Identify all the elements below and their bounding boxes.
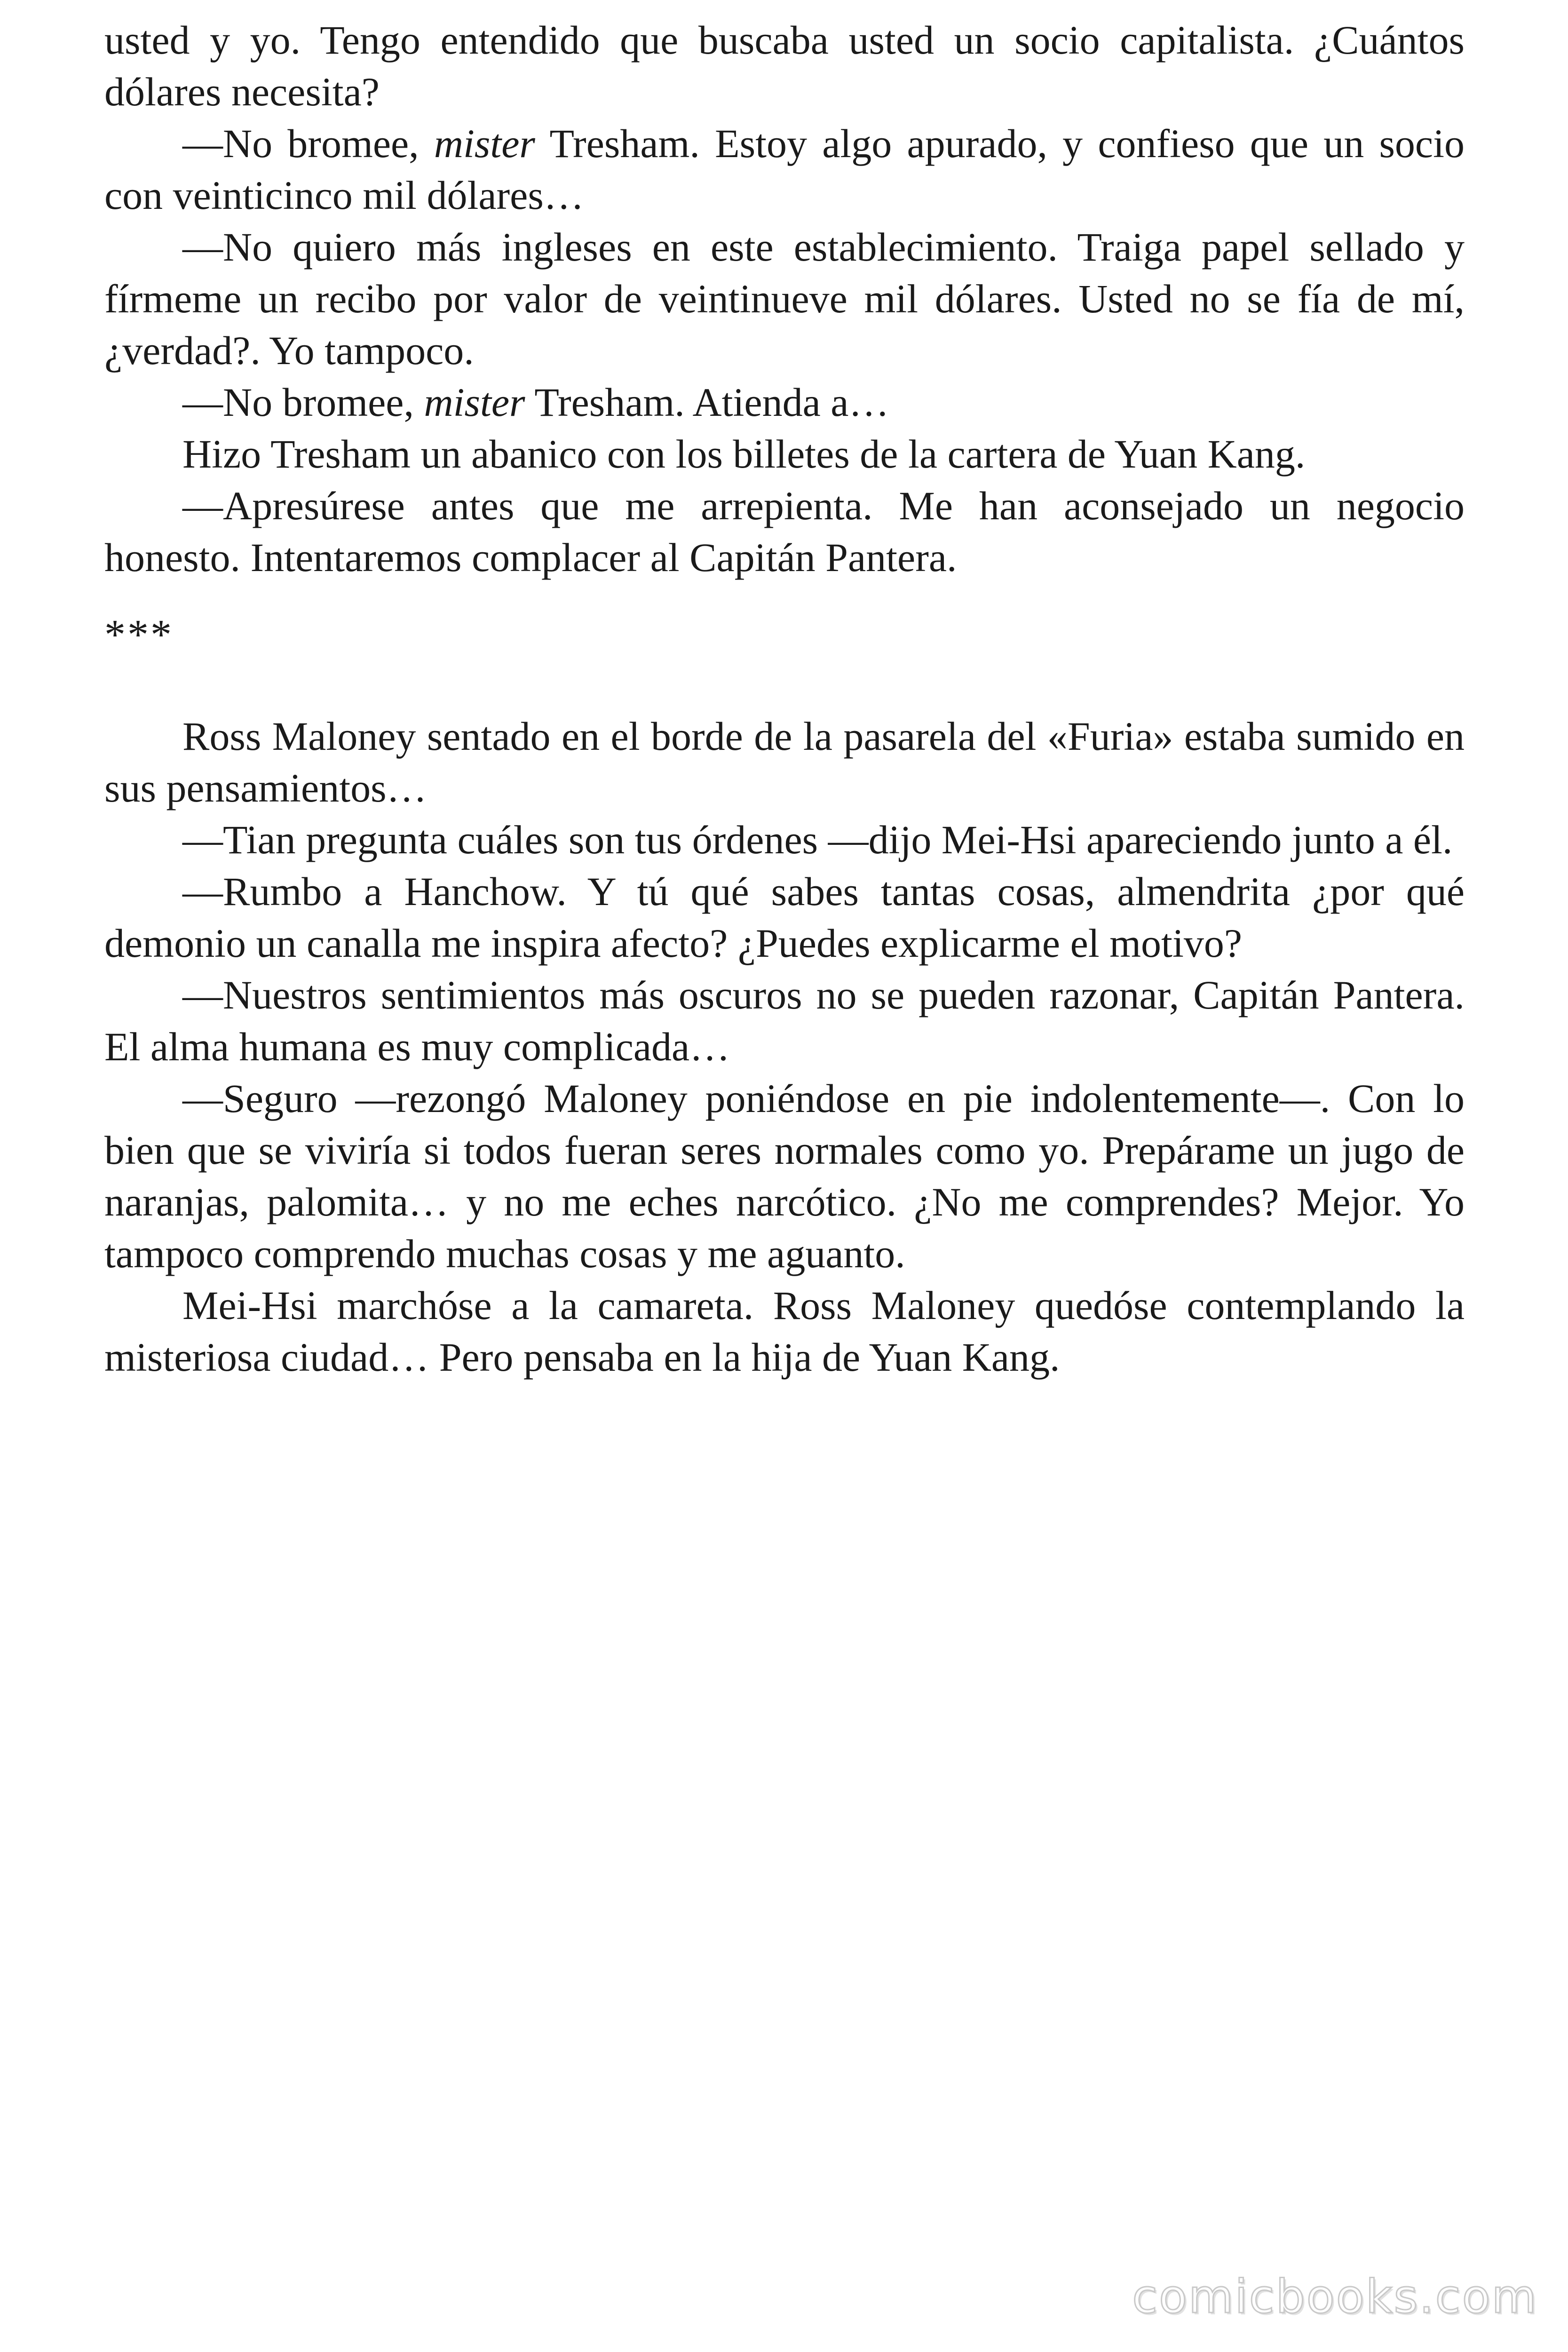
paragraph-continuation: usted y yo. Tengo entendido que buscaba usted un socio capitalista. ¿Cuántos dólares necesita? [104,17,1465,114]
paragraph-dialogue: —Tian pregunta cuáles son tus órdenes —dijo Mei-Hsi apareciendo junto a él. [182,817,1453,862]
paragraph-dialogue: —No quiero más ingleses en este establecimiento. Traiga papel sellado y fírmeme un recibo por valor de veintinueve mil dólares. Usted no se fía de mí, ¿verdad?. Yo tampoco. [104,224,1465,373]
section-separator: *** [104,612,174,658]
paragraph-dialogue: —Nuestros sentimientos más oscuros no se pueden razonar, Capitán Pantera. El alma humana es muy complicada… [104,972,1465,1069]
dialogue-text: —No bromee, [182,121,434,166]
italic-word: mister [424,380,525,425]
paragraph-narration: Mei-Hsi marchóse a la camareta. Ross Maloney quedóse contemplando la misteriosa ciudad… Pero pensaba en la hija de Yuan Kang. [104,1283,1465,1380]
watermark-logo: comicbooks.com [1132,2270,1538,2324]
paragraph-dialogue: —Apresúrese antes que me arrepienta. Me han aconsejado un negocio honesto. Intentaremos complacer al Capitán Pantera. [104,483,1465,580]
paragraph-narration: Ross Maloney sentado en el borde de la pasarela del «Furia» estaba sumido en sus pensamientos… [104,714,1465,810]
paragraph-dialogue [104,118,1465,221]
paragraph-narration: Hizo Tresham un abanico con los billetes de la cartera de Yuan Kang. [182,431,1306,477]
italic-word: mister [434,121,535,166]
paragraph-dialogue [104,376,1465,428]
paragraph-dialogue: —Rumbo a Hanchow. Y tú qué sabes tantas cosas, almendrita ¿por qué demonio un canalla me inspira afecto? ¿Puedes explicarme el motivo? [104,869,1465,966]
paragraph-dialogue: —Seguro —rezongó Maloney poniéndose en pie indolentemente—. Con lo bien que se viviría si todos fueran seres normales como yo. Prepárame un jugo de naranjas, palomita… y no me eches narcótico. ¿No me comprendes? Mejor. Yo tampoco comprendo muchas cosas y me aguanto. [104,1076,1465,1276]
dialogue-text: Tresham. Estoy algo apurado, y confieso que un socio con veinticinco mil dólares… [104,121,1465,218]
body-text [104,14,1465,1383]
dialogue-text: —No bromee, [182,380,424,425]
dialogue-text: Tresham. Atienda a… [525,380,889,425]
